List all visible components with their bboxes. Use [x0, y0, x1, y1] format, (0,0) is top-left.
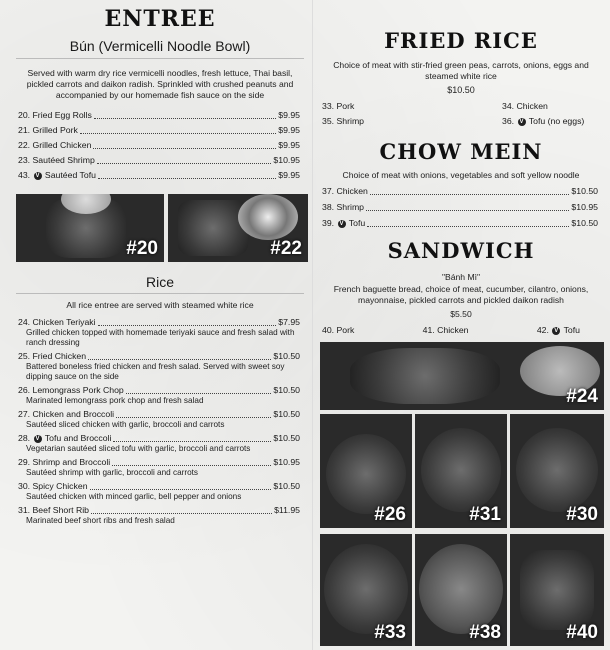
photo-fried-egg-rolls [16, 194, 164, 262]
vegetarian-icon: V [35, 172, 40, 179]
photo-label: #30 [566, 504, 598, 525]
menu-item: 27. Chicken and Broccoli $10.50 Sautéed sliced chicken with garlic, broccoli and carrots [18, 409, 300, 429]
chow-mein-heading: CHOW MEIN [379, 139, 543, 164]
photo-label: #24 [566, 386, 598, 407]
option-pork: 33. Pork [322, 101, 355, 111]
menu-item: 24. Chicken Teriyaki $7.95 Grilled chicken topped with homemade teriyaki sauce and fresh salad with ranch dressing [18, 317, 300, 347]
photo-label: #31 [469, 504, 501, 525]
menu-item: 21. Grilled Pork $9.95 [18, 125, 300, 135]
photo-label: #40 [566, 622, 598, 643]
menu-item: 30. Spicy Chicken $10.50 Sautéed chicken with minced garlic, bell pepper and onions [18, 481, 300, 501]
rice-rule [16, 293, 304, 294]
sandwich-heading: SANDWICH [387, 238, 535, 263]
fried-rice-price: $10.50 [447, 85, 475, 95]
menu-item: 31. Beef Short Rib $11.95 Marinated beef short ribs and fresh salad [18, 505, 300, 525]
vegetarian-icon: V [519, 118, 524, 125]
menu-item: 26. Lemongrass Pork Chop $10.50 Marinated lemongrass pork chop and fresh salad [18, 385, 300, 405]
photo-label: #26 [374, 504, 406, 525]
photo-fried-rice-pork [320, 534, 412, 646]
fried-rice-description: Choice of meat with stir-fried green peas, carrots, onions, eggs and steamed white rice [333, 60, 589, 81]
photo-beef-short-rib [415, 414, 507, 528]
menu-item: 22. Grilled Chicken $9.95 [18, 140, 300, 150]
sandwich-price: $5.50 [450, 309, 472, 319]
menu-item: 37. Chicken $10.50 [322, 186, 598, 196]
entree-heading: ENTREE [104, 6, 216, 32]
entree-description: Served with warm dry rice vermicelli noodles, fresh lettuce, Thai basil, pickled carrots and daikon radish. Sprinkled with crushed peanuts and accompanied by our homemade fish sauce on the side [26, 68, 294, 100]
column-divider [312, 0, 313, 650]
vegetarian-icon: V [35, 435, 40, 442]
photo-banh-mi-pork [510, 534, 604, 646]
menu-item: 38. Shrimp $10.95 [322, 202, 598, 212]
menu-item: 43. V Sautéed Tofu $9.95 [18, 170, 300, 180]
option-tofu: 36. V Tofu (no eggs) [502, 116, 585, 126]
sandwich-subtitle: "Bánh Mì" [441, 272, 481, 282]
photo-label: #22 [270, 238, 302, 259]
option-pork: 40. Pork [322, 325, 355, 335]
rice-heading: Rice [145, 274, 174, 290]
menu-item: 23. Sautéed Shrimp $10.95 [18, 155, 300, 165]
photo-spicy-chicken [510, 414, 604, 528]
option-chicken: 41. Chicken [422, 325, 469, 335]
photo-grilled-chicken [168, 194, 308, 262]
option-chicken: 34. Chicken [502, 101, 548, 111]
fried-rice-options [322, 99, 602, 129]
menu-item: 25. Fried Chicken $10.50 Battered boneless fried chicken and fresh salad. Served with sweet soy dipping sauce on the side [18, 351, 300, 381]
menu-item: 29. Shrimp and Broccoli $10.95 Sautéed shrimp with garlic, broccoli and carrots [18, 457, 300, 477]
option-shrimp: 35. Shrimp [322, 116, 365, 126]
vegetarian-icon: V [554, 327, 559, 334]
photo-label: #38 [469, 622, 501, 643]
menu-item: 28. V Tofu and Broccoli $10.50 Vegetarian sautéed sliced tofu with garlic, broccoli and carrots [18, 433, 300, 453]
entree-rule [16, 58, 304, 59]
menu-item: 20. Fried Egg Rolls $9.95 [18, 110, 300, 120]
fried-rice-heading: FRIED RICE [384, 28, 538, 53]
chow-mein-list [322, 186, 598, 229]
bun-subheading: Bún (Vermicelli Noodle Bowl) [69, 38, 251, 54]
sandwich-description: French baguette bread, choice of meat, cucumber, cilantro, onions, mayonnaise, pickled carrots and pickled daikon radish [333, 284, 589, 305]
chow-mein-description: Choice of meat with onions, vegetables and soft yellow noodle [342, 170, 580, 180]
photo-lemongrass-pork [320, 414, 412, 528]
option-tofu: 42. V Tofu [536, 325, 580, 335]
photo-label: #33 [374, 622, 406, 643]
menu-item: 39. V Tofu $10.50 [322, 218, 598, 228]
photo-chicken-teriyaki [320, 342, 604, 410]
rice-list [18, 317, 300, 529]
entree-list [18, 110, 300, 181]
photo-label: #20 [126, 238, 158, 259]
vegetarian-icon: V [339, 220, 344, 227]
sandwich-options [322, 325, 580, 335]
photo-chow-mein-shrimp [415, 534, 507, 646]
rice-description: All rice entree are served with steamed white rice [66, 300, 254, 310]
